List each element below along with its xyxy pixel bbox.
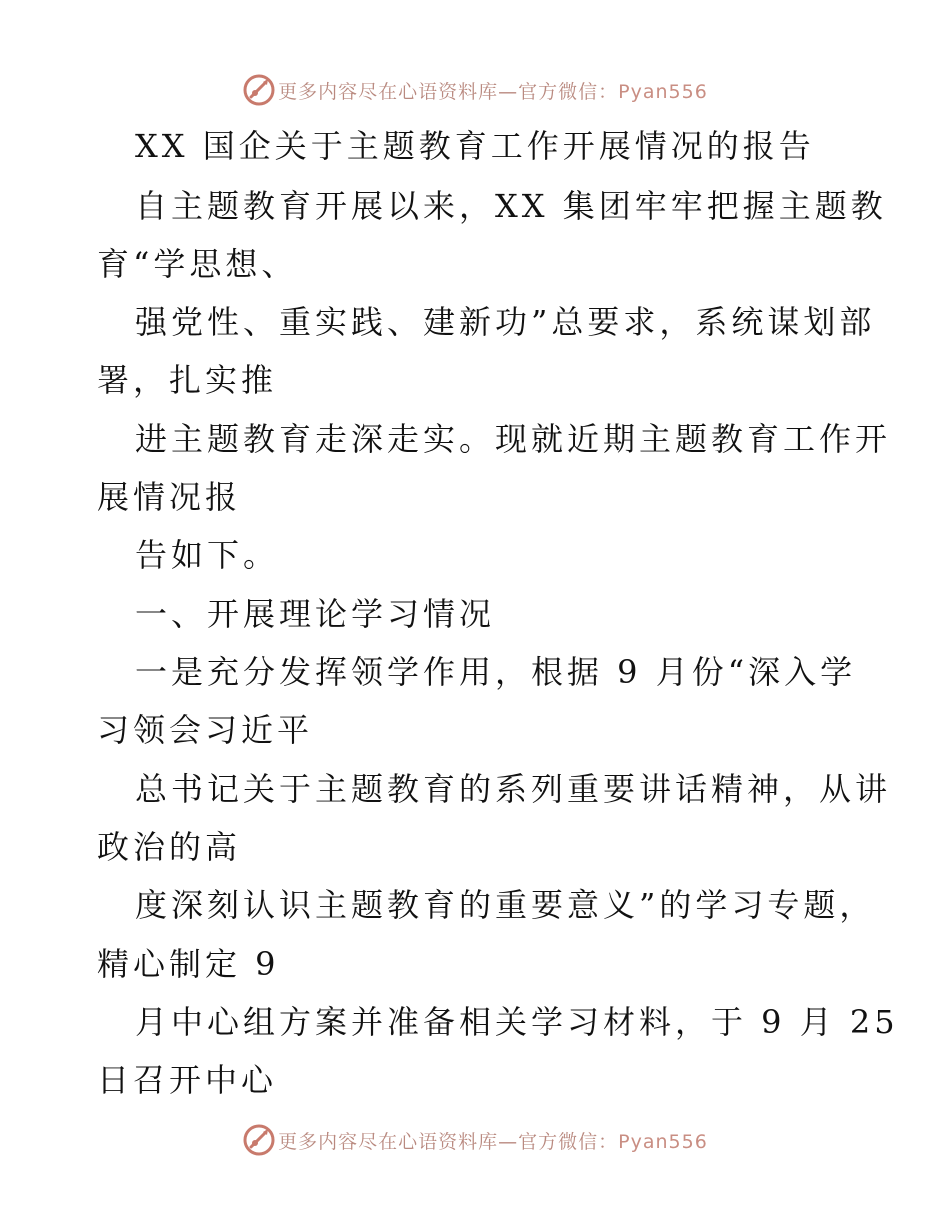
document-title: XX 国企关于主题教育工作开展情况的报告: [135, 127, 815, 165]
document-line: 精心制定 9: [97, 945, 280, 983]
document-line: 展情况报: [97, 478, 242, 516]
document-line: 育“学思想、: [97, 245, 298, 283]
document-line: 政治的高: [97, 828, 242, 866]
document-line: 强党性、重实践、建新功”总要求，系统谋划部: [135, 303, 876, 341]
watermark-wechat-id: Pyan556: [618, 80, 708, 103]
document-line: 日召开中心: [97, 1061, 278, 1099]
watermark-text: 更多内容尽在心语资料库—官方微信：Pyan556: [278, 80, 708, 103]
document-line: 自主题教育开展以来，XX 集团牢牢把握主题教: [135, 187, 887, 225]
watermark-logo-icon: [242, 1123, 276, 1157]
watermark-text: 更多内容尽在心语资料库—官方微信：Pyan556: [278, 1130, 708, 1153]
document-line: 进主题教育走深走实。现就近期主题教育工作开: [135, 420, 892, 458]
document-line: 习领会习近平: [97, 711, 314, 749]
document-line: 月中心组方案并准备相关学习材料，于 9 月 25: [135, 1003, 899, 1041]
document-line: 署，扎实推: [97, 361, 278, 399]
document-line: 度深刻认识主题教育的重要意义”的学习专题，: [135, 886, 876, 924]
watermark-wechat-id: Pyan556: [618, 1130, 708, 1153]
watermark-footer: [0, 1120, 950, 1160]
document-line: 总书记关于主题教育的系列重要讲话精神，从讲: [135, 770, 892, 808]
document-line: 告如下。: [135, 536, 280, 574]
document-line: 一是充分发挥领学作用，根据 9 月份“深入学: [135, 653, 857, 691]
section-heading: 一、开展理论学习情况: [135, 595, 496, 633]
